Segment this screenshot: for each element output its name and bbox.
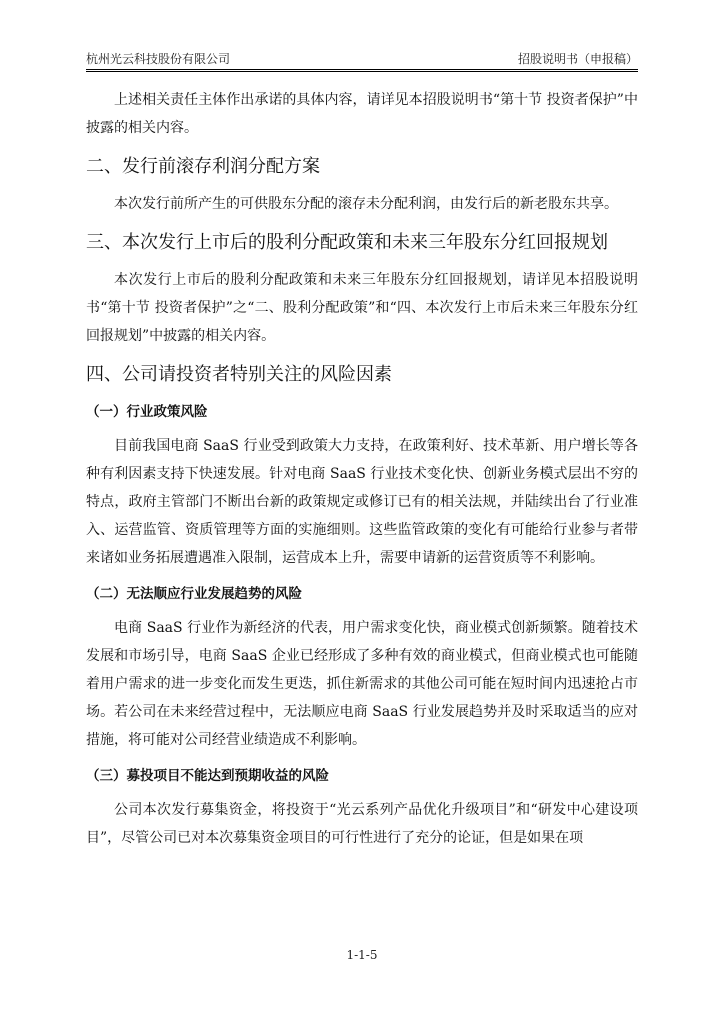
section-2-title: 二、发行前滚存利润分配方案 xyxy=(86,156,320,177)
risk-1-paragraph: 目前我国电商 SaaS 行业受到政策大力支持，在政策利好、技术革新、用户增长等各种有利因素支持下快速发展。针对电商 SaaS 行业技术变化快、创新业务模式层出不穷的特点，政府主管部门不断出台新的政策规定或修订已有的相关法规，并陆续出台了行业准入、运营监管、资质管理等方面的实施细则。这些监管政策的变化有可能给行业参与者带来诸如业务拓展遭遇准入限制，运营成本上升，需要申请新的运营资质等不利影响。 xyxy=(86,438,638,566)
risk-2-paragraph: 电商 SaaS 行业作为新经济的代表，用户需求变化快，商业模式创新频繁。随着技术发展和市场引导，电商 SaaS 企业已经形成了多种有效的商业模式，但商业模式也可能随着用户需求的进一步变化而发生更迭，抓住新需求的其他公司可能在短时间内迅速抢占市场。若公司在未来经营过程中，无法顺应电商 SaaS 行业发展趋势并及时采取适当的应对措施，将可能对公司经营业绩造成不利影响。 xyxy=(86,620,638,748)
risk-3-title: （三）募投项目不能达到预期收益的风险 xyxy=(86,768,329,784)
risk-3-paragraph: 公司本次发行募集资金，将投资于“光云系列产品优化升级项目”和“研发中心建设项目”，尽管公司已对本次募集资金项目的可行性进行了充分的论证，但是如果在项 xyxy=(86,802,638,846)
page-header xyxy=(86,46,638,68)
section-3-paragraph: 本次发行上市后的股利分配政策和未来三年股东分红回报规划，请详见本招股说明书“第十节 投资者保护”之“二、股利分配政策”和“四、本次发行上市后未来三年股东分红回报规划”中披露的相关内容。 xyxy=(86,272,638,344)
header-divider xyxy=(86,69,638,72)
section-3-title: 三、本次发行上市后的股利分配政策和未来三年股东分红回报规划 xyxy=(86,232,608,253)
section-4-title: 四、公司请投资者特别关注的风险因素 xyxy=(86,364,392,385)
section-2-paragraph: 本次发行前所产生的可供股东分配的滚存未分配利润，由发行后的新老股东共享。 xyxy=(114,196,618,212)
risk-2-title: （二）无法顺应行业发展趋势的风险 xyxy=(86,586,302,602)
header-document-title: 招股说明书（申报稿） xyxy=(517,52,638,66)
intro-paragraph: 上述相关责任主体作出承诺的具体内容，请详见本招股说明书“第十节 投资者保护”中披露的相关内容。 xyxy=(86,92,638,136)
risk-1-title: （一）行业政策风险 xyxy=(86,404,208,420)
header-company-name: 杭州光云科技股份有限公司 xyxy=(86,52,231,66)
page-number: 1-1-5 xyxy=(346,948,378,962)
page-body xyxy=(86,86,638,852)
